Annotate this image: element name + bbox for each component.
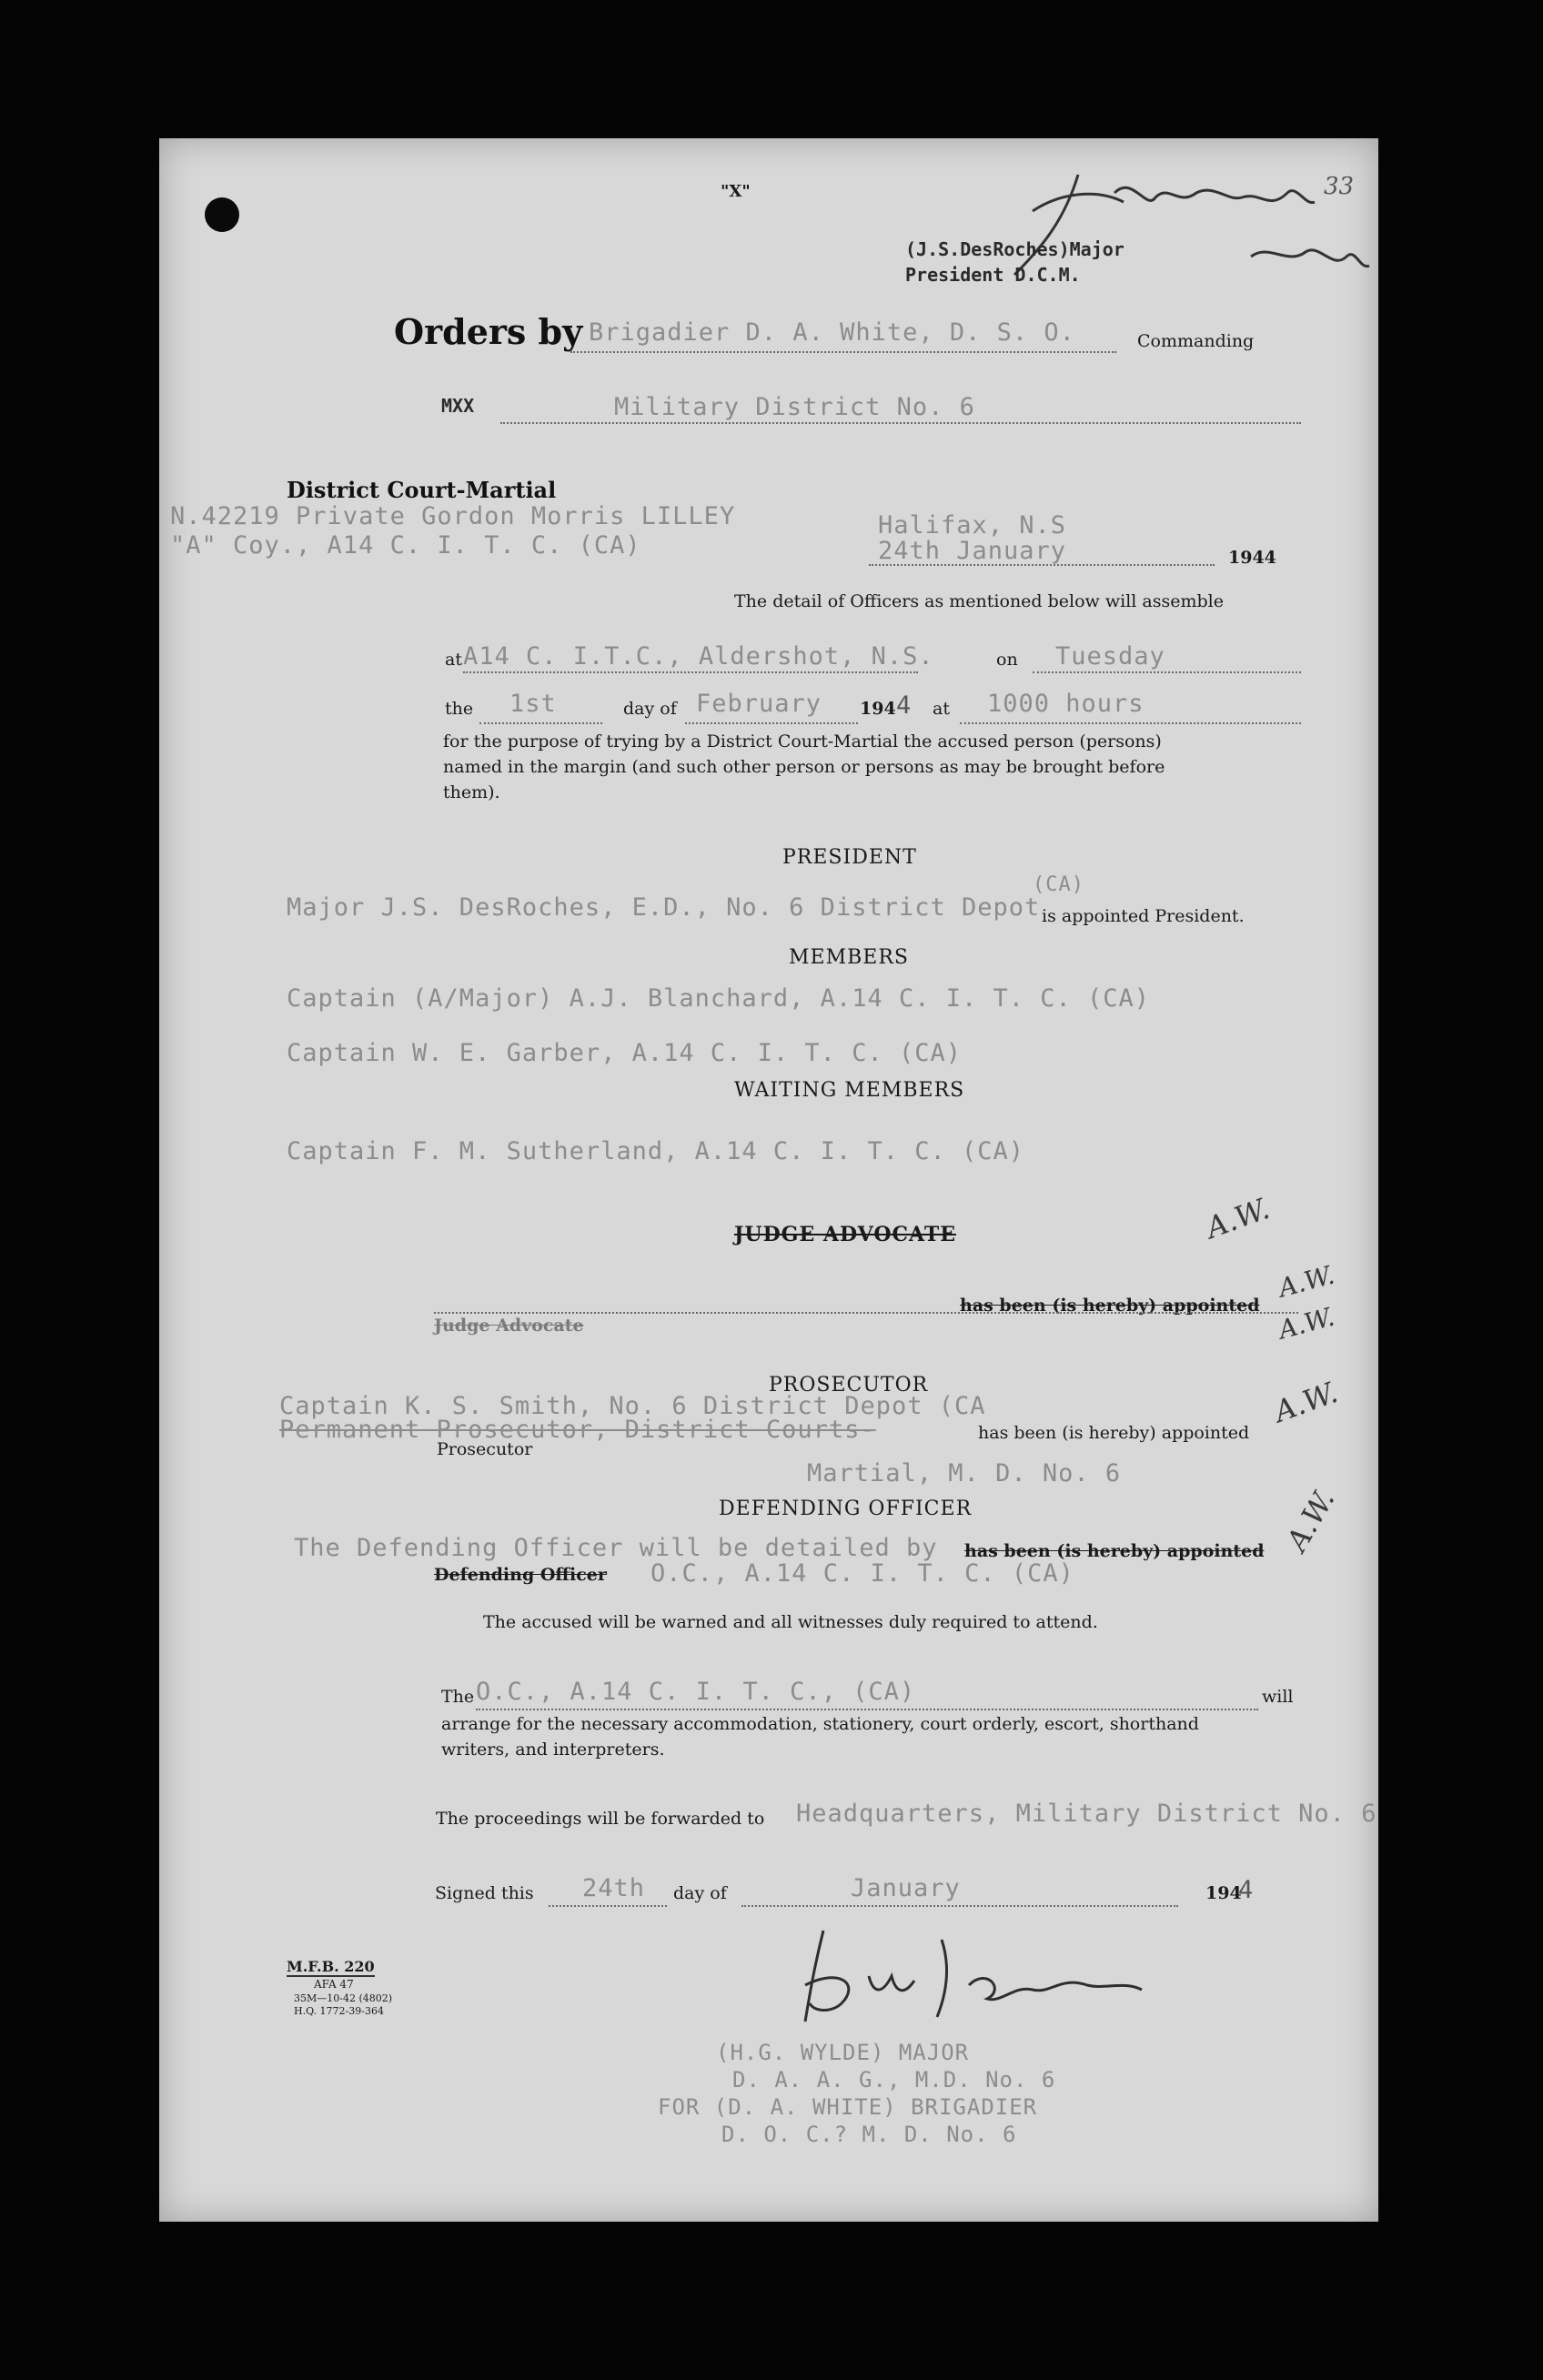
- president-typed-name: (J.S.DesRoches)Major: [905, 238, 1124, 260]
- year: 1944: [1228, 548, 1276, 568]
- defending-line-2: O.C., A.14 C. I. T. C. (CA): [650, 1559, 1074, 1588]
- judge-advocate-heading: JUDGE ADVOCATE: [734, 1223, 957, 1246]
- president-signature: [905, 156, 1378, 311]
- judge-advocate-label: Judge Advocate: [434, 1316, 584, 1336]
- forward-text: The proceedings will be forwarded to: [436, 1809, 765, 1829]
- signed-year-digit: 4: [1238, 1876, 1255, 1904]
- waiting-member-1: Captain F. M. Sutherland, A.14 C. I. T. C. (CA): [287, 1137, 1025, 1165]
- time-at-label: at: [933, 699, 950, 719]
- witnesses-text: The accused will be warned and all witnesses duly required to attend.: [483, 1612, 1098, 1632]
- signed-label: Signed this: [435, 1883, 534, 1903]
- court-martial-title: District Court-Martial: [287, 477, 557, 503]
- initials-5: A.W.: [1279, 1483, 1342, 1558]
- arrange-will-label: will: [1262, 1687, 1294, 1707]
- date: 24th January: [878, 537, 1067, 565]
- initials-1: A.W.: [1201, 1191, 1275, 1245]
- initials-4: A.W.: [1269, 1375, 1343, 1429]
- place: Halifax, N.S: [878, 511, 1067, 540]
- commanding-label: Commanding: [1137, 331, 1255, 351]
- form-code-1: M.F.B. 220: [287, 1958, 375, 1975]
- president-ca: (CA): [1033, 873, 1084, 896]
- prosecutor-heading: PROSECUTOR: [769, 1374, 929, 1397]
- prosecutor-appointed: has been (is hereby) appointed: [978, 1423, 1250, 1443]
- member-1: Captain (A/Major) A.J. Blanchard, A.14 C. I. T. C. (CA): [287, 984, 1151, 1013]
- defending-label: Defending Officer: [434, 1565, 607, 1585]
- members-heading: MEMBERS: [789, 946, 909, 969]
- hole-punch: [205, 197, 239, 232]
- mark-x: "X": [721, 182, 751, 201]
- arrange-officer: O.C., A.14 C. I. T. C., (CA): [476, 1678, 916, 1706]
- member-2: Captain W. E. Garber, A.14 C. I. T. C. (CA): [287, 1039, 962, 1067]
- signature-line-2: D. A. A. G., M.D. No. 6: [732, 2067, 1056, 2093]
- page-number: 33: [1324, 173, 1355, 200]
- signed-day: 24th: [582, 1874, 646, 1902]
- accused-line-1: N.42219 Private Gordon Morris LILLEY: [170, 502, 736, 530]
- form-code-2: AFA 47: [314, 1978, 354, 1991]
- signed-year-prefix: 194: [1205, 1883, 1242, 1903]
- day-of-label: day of: [623, 699, 677, 719]
- signature-line-1: (H.G. WYLDE) MAJOR: [716, 2040, 970, 2065]
- purpose-line-1: for the purpose of trying by a District Court-Martial the accused person (persons): [443, 731, 1162, 751]
- defending-line-1: The Defending Officer will be detailed by: [294, 1534, 938, 1562]
- form-code-4: H.Q. 1772-39-364: [294, 2005, 384, 2017]
- president-typed-title: President D.C.M.: [905, 264, 1081, 286]
- arrange-text-2: writers, and interpreters.: [441, 1740, 665, 1760]
- assemble-text: The detail of Officers as mentioned below will assemble: [734, 591, 1224, 611]
- orders-brigadier: Brigadier D. A. White, D. S. O.: [589, 318, 1075, 347]
- arrange-the-label: The: [441, 1687, 475, 1707]
- signature-line-4: D. O. C.? M. D. No. 6: [721, 2122, 1017, 2147]
- prosecutor-line-3: Martial, M. D. No. 6: [807, 1459, 1122, 1488]
- judge-advocate-line: [434, 1312, 1298, 1314]
- orders-by-label: Orders by: [394, 311, 583, 352]
- district-name: Military District No. 6: [614, 393, 975, 421]
- waiting-heading: WAITING MEMBERS: [734, 1079, 965, 1102]
- president-name: Major J.S. DesRoches, E.D., No. 6 District Depot: [287, 893, 1041, 922]
- initials-2: A.W.: [1275, 1259, 1338, 1304]
- document-sheet: [159, 138, 1378, 2222]
- form-code-3: 35M—10-42 (4802): [294, 1992, 393, 2004]
- arrange-text-1: arrange for the necessary accommodation, stationery, court orderly, escort, shorthand: [441, 1714, 1199, 1734]
- president-heading: PRESIDENT: [782, 846, 917, 869]
- defending-heading: DEFENDING OFFICER: [719, 1498, 973, 1520]
- on-label: on: [996, 650, 1018, 670]
- the-label: the: [445, 699, 474, 719]
- time: 1000 hours: [987, 690, 1145, 718]
- wylde-signature: [760, 1903, 1160, 2040]
- location: A14 C. I.T.C., Aldershot, N.S.: [463, 642, 934, 671]
- prosecutor-name: Captain K. S. Smith, No. 6 District Depot (CA: [279, 1392, 986, 1420]
- signed-day-of: day of: [673, 1883, 727, 1903]
- prosecutor-line-2: Permanent Prosecutor, District Courts-: [279, 1416, 876, 1444]
- year-prefix: 194: [860, 699, 896, 719]
- weekday: Tuesday: [1055, 642, 1165, 671]
- district-prefix: MXX: [441, 395, 475, 417]
- signed-month: January: [851, 1874, 961, 1902]
- accused-line-2: "A" Coy., A14 C. I. T. C. (CA): [170, 531, 641, 560]
- president-appointed: is appointed President.: [1042, 906, 1245, 926]
- initials-3: A.W.: [1275, 1301, 1338, 1346]
- year-digit: 4: [896, 691, 913, 720]
- signature-line-3: FOR (D. A. WHITE) BRIGADIER: [658, 2094, 1038, 2120]
- at-label: at: [445, 650, 462, 670]
- purpose-line-3: them).: [443, 782, 500, 802]
- judge-advocate-appointed: has been (is hereby) appointed: [960, 1296, 1260, 1316]
- month: February: [696, 690, 822, 718]
- defending-appointed: has been (is hereby) appointed: [964, 1541, 1265, 1561]
- forward-destination: Headquarters, Military District No. 6: [796, 1800, 1377, 1828]
- purpose-line-2: named in the margin (and such other person or persons as may be brought before: [443, 757, 1165, 777]
- day: 1st: [509, 690, 557, 718]
- prosecutor-label: Prosecutor: [437, 1439, 533, 1459]
